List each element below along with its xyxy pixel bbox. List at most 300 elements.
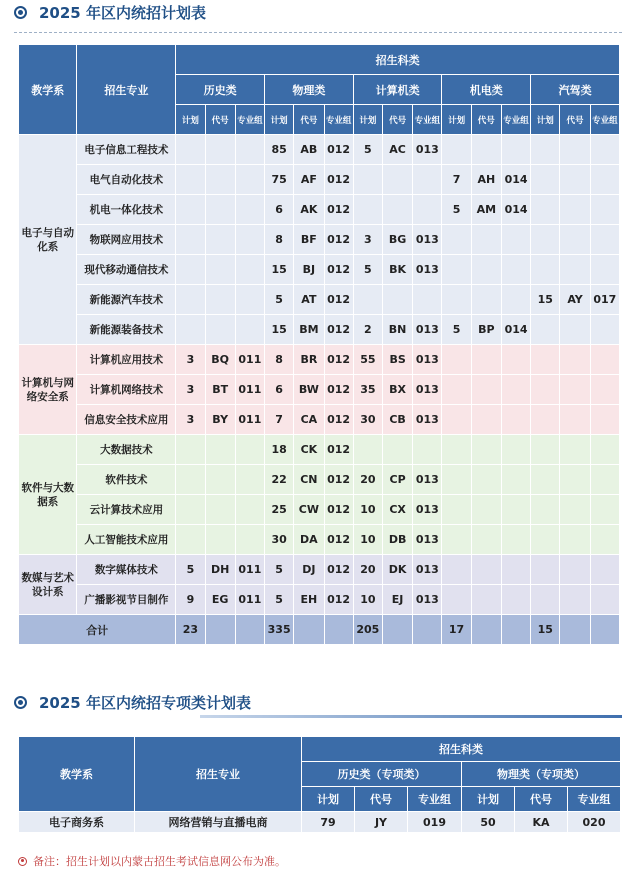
value-cell: 3 xyxy=(176,375,205,405)
sub-header: 代号 xyxy=(205,105,235,135)
value-cell xyxy=(590,255,619,285)
total-row xyxy=(19,615,620,645)
value-cell: 012 xyxy=(324,135,353,165)
value-cell xyxy=(471,285,501,315)
value-cell xyxy=(590,135,619,165)
value-cell xyxy=(176,525,205,555)
value-cell xyxy=(235,285,264,315)
total-cell xyxy=(590,615,619,645)
value-cell: EJ xyxy=(382,585,412,615)
value-cell: 012 xyxy=(324,585,353,615)
value-cell xyxy=(353,165,382,195)
table-row xyxy=(19,585,620,615)
value-cell: 012 xyxy=(324,285,353,315)
value-cell: BJ xyxy=(294,255,324,285)
total-cell: 335 xyxy=(265,615,294,645)
header-major: 招生专业 xyxy=(135,737,302,812)
category-header: 汽驾类 xyxy=(531,75,620,105)
table-row xyxy=(19,405,620,435)
value-cell: BF xyxy=(294,225,324,255)
value-cell xyxy=(531,165,560,195)
value-cell: CA xyxy=(294,405,324,435)
value-cell xyxy=(531,225,560,255)
general-admission-table xyxy=(18,44,620,645)
value-cell: 9 xyxy=(176,585,205,615)
value-cell xyxy=(176,465,205,495)
sub-header: 专业组 xyxy=(501,105,530,135)
total-cell: 15 xyxy=(531,615,560,645)
value-cell: BN xyxy=(382,315,412,345)
value-cell: 013 xyxy=(413,315,442,345)
value-cell xyxy=(413,435,442,465)
value-cell: JY xyxy=(355,812,408,833)
value-cell: 011 xyxy=(235,375,264,405)
value-cell: DA xyxy=(294,525,324,555)
value-cell: 012 xyxy=(324,165,353,195)
value-cell xyxy=(235,195,264,225)
sub-header: 专业组 xyxy=(568,787,621,812)
value-cell: EG xyxy=(205,585,235,615)
value-cell: CW xyxy=(294,495,324,525)
major-cell: 广播影视节目制作 xyxy=(77,585,176,615)
value-cell: 22 xyxy=(265,465,294,495)
value-cell xyxy=(531,315,560,345)
value-cell: 012 xyxy=(324,375,353,405)
value-cell: 012 xyxy=(324,255,353,285)
value-cell: AY xyxy=(560,285,590,315)
value-cell: 18 xyxy=(265,435,294,465)
category-header: 物理类（专项类） xyxy=(462,762,621,787)
value-cell: 014 xyxy=(501,195,530,225)
value-cell xyxy=(560,465,590,495)
value-cell xyxy=(531,135,560,165)
value-cell: 10 xyxy=(353,585,382,615)
value-cell: 012 xyxy=(324,225,353,255)
value-cell xyxy=(501,465,530,495)
table-row xyxy=(19,812,621,833)
value-cell xyxy=(560,405,590,435)
value-cell xyxy=(590,165,619,195)
value-cell xyxy=(471,555,501,585)
value-cell xyxy=(471,435,501,465)
value-cell xyxy=(560,225,590,255)
value-cell xyxy=(382,195,412,225)
table-row xyxy=(19,315,620,345)
value-cell: 014 xyxy=(501,165,530,195)
total-cell xyxy=(471,615,501,645)
value-cell xyxy=(590,315,619,345)
value-cell xyxy=(560,495,590,525)
dept-cell: 电子与自动化系 xyxy=(19,135,77,345)
value-cell: BK xyxy=(382,255,412,285)
value-cell: 6 xyxy=(265,375,294,405)
value-cell xyxy=(442,525,471,555)
value-cell: 012 xyxy=(324,345,353,375)
value-cell xyxy=(531,495,560,525)
value-cell xyxy=(413,285,442,315)
value-cell: 013 xyxy=(413,255,442,285)
value-cell xyxy=(531,435,560,465)
value-cell: 013 xyxy=(413,525,442,555)
circle-bullet-icon xyxy=(14,6,27,19)
value-cell: AF xyxy=(294,165,324,195)
value-cell xyxy=(590,345,619,375)
value-cell xyxy=(531,345,560,375)
value-cell: 011 xyxy=(235,405,264,435)
value-cell xyxy=(176,495,205,525)
sub-header: 专业组 xyxy=(408,787,462,812)
total-cell xyxy=(324,615,353,645)
value-cell xyxy=(176,225,205,255)
value-cell xyxy=(471,345,501,375)
sub-header: 计划 xyxy=(265,105,294,135)
value-cell xyxy=(531,195,560,225)
value-cell: 15 xyxy=(265,315,294,345)
sub-header: 计划 xyxy=(531,105,560,135)
table-row xyxy=(19,135,620,165)
value-cell xyxy=(501,375,530,405)
value-cell: AM xyxy=(471,195,501,225)
value-cell: 30 xyxy=(353,405,382,435)
value-cell xyxy=(501,345,530,375)
header-dept: 教学系 xyxy=(19,737,135,812)
value-cell: DJ xyxy=(294,555,324,585)
value-cell: 013 xyxy=(413,405,442,435)
value-cell xyxy=(176,195,205,225)
value-cell: 013 xyxy=(413,465,442,495)
value-cell xyxy=(531,465,560,495)
value-cell xyxy=(471,405,501,435)
value-cell xyxy=(442,225,471,255)
value-cell xyxy=(590,375,619,405)
value-cell: 012 xyxy=(324,465,353,495)
value-cell: AT xyxy=(294,285,324,315)
table-row xyxy=(19,435,620,465)
title-underline-bar xyxy=(200,715,622,718)
value-cell xyxy=(560,135,590,165)
major-cell: 大数据技术 xyxy=(77,435,176,465)
sub-header: 代号 xyxy=(515,787,568,812)
value-cell: AH xyxy=(471,165,501,195)
sub-header: 代号 xyxy=(355,787,408,812)
value-cell xyxy=(442,285,471,315)
sub-header: 计划 xyxy=(353,105,382,135)
major-cell: 软件技术 xyxy=(77,465,176,495)
value-cell: 5 xyxy=(176,555,205,585)
value-cell xyxy=(590,555,619,585)
value-cell xyxy=(205,285,235,315)
value-cell: 5 xyxy=(265,585,294,615)
value-cell: BX xyxy=(382,375,412,405)
value-cell xyxy=(590,195,619,225)
value-cell xyxy=(442,465,471,495)
value-cell: BM xyxy=(294,315,324,345)
value-cell xyxy=(442,375,471,405)
value-cell xyxy=(560,345,590,375)
value-cell xyxy=(501,255,530,285)
dept-cell: 电子商务系 xyxy=(19,812,135,833)
value-cell xyxy=(235,135,264,165)
value-cell: CK xyxy=(294,435,324,465)
value-cell: 20 xyxy=(353,465,382,495)
value-cell: 5 xyxy=(353,135,382,165)
total-cell: 205 xyxy=(353,615,382,645)
value-cell: 10 xyxy=(353,525,382,555)
value-cell xyxy=(501,555,530,585)
value-cell xyxy=(471,585,501,615)
dept-cell: 数媒与艺术设计系 xyxy=(19,555,77,615)
value-cell xyxy=(176,255,205,285)
value-cell xyxy=(501,525,530,555)
value-cell xyxy=(471,225,501,255)
table-row xyxy=(19,255,620,285)
sub-header: 代号 xyxy=(382,105,412,135)
value-cell: AB xyxy=(294,135,324,165)
value-cell xyxy=(560,165,590,195)
total-cell xyxy=(235,615,264,645)
total-cell: 17 xyxy=(442,615,471,645)
value-cell xyxy=(501,285,530,315)
sub-header: 专业组 xyxy=(324,105,353,135)
value-cell xyxy=(442,555,471,585)
sub-header: 代号 xyxy=(471,105,501,135)
value-cell: BP xyxy=(471,315,501,345)
value-cell xyxy=(205,465,235,495)
category-header: 历史类 xyxy=(176,75,265,105)
value-cell: 79 xyxy=(302,812,355,833)
value-cell xyxy=(176,315,205,345)
value-cell: 017 xyxy=(590,285,619,315)
value-cell xyxy=(590,225,619,255)
value-cell xyxy=(382,285,412,315)
value-cell xyxy=(353,285,382,315)
value-cell xyxy=(205,225,235,255)
value-cell xyxy=(382,165,412,195)
value-cell: 013 xyxy=(413,555,442,585)
value-cell: 013 xyxy=(413,225,442,255)
major-cell: 新能源汽车技术 xyxy=(77,285,176,315)
dept-cell: 计算机与网络安全系 xyxy=(19,345,77,435)
total-cell xyxy=(501,615,530,645)
value-cell: CN xyxy=(294,465,324,495)
value-cell: 2 xyxy=(353,315,382,345)
section2-title: 2025 年区内统招专项类计划表 xyxy=(14,690,251,714)
value-cell xyxy=(205,165,235,195)
value-cell xyxy=(590,525,619,555)
value-cell xyxy=(176,285,205,315)
major-cell: 现代移动通信技术 xyxy=(77,255,176,285)
table-row xyxy=(19,345,620,375)
header-category-group: 招生科类 xyxy=(176,45,620,75)
value-cell xyxy=(176,165,205,195)
value-cell: CB xyxy=(382,405,412,435)
table-row xyxy=(19,225,620,255)
value-cell: 20 xyxy=(353,555,382,585)
value-cell xyxy=(471,495,501,525)
value-cell: BY xyxy=(205,405,235,435)
value-cell: 8 xyxy=(265,225,294,255)
value-cell xyxy=(560,375,590,405)
value-cell xyxy=(590,495,619,525)
value-cell: 3 xyxy=(176,345,205,375)
major-cell: 人工智能技术应用 xyxy=(77,525,176,555)
value-cell xyxy=(560,435,590,465)
value-cell xyxy=(442,135,471,165)
table-row xyxy=(19,285,620,315)
value-cell: 012 xyxy=(324,195,353,225)
section1-title: 2025 年区内统招计划表 xyxy=(14,0,206,24)
value-cell xyxy=(531,375,560,405)
value-cell xyxy=(442,345,471,375)
value-cell xyxy=(205,495,235,525)
dept-cell: 软件与大数据系 xyxy=(19,435,77,555)
value-cell: BQ xyxy=(205,345,235,375)
value-cell: 013 xyxy=(413,495,442,525)
value-cell xyxy=(353,195,382,225)
value-cell xyxy=(205,435,235,465)
value-cell: 7 xyxy=(265,405,294,435)
value-cell xyxy=(442,435,471,465)
table-row xyxy=(19,525,620,555)
value-cell xyxy=(235,435,264,465)
value-cell: 15 xyxy=(531,285,560,315)
category-header: 历史类（专项类） xyxy=(302,762,462,787)
value-cell: DK xyxy=(382,555,412,585)
value-cell xyxy=(471,255,501,285)
value-cell: 019 xyxy=(408,812,462,833)
value-cell: 30 xyxy=(265,525,294,555)
value-cell: 55 xyxy=(353,345,382,375)
value-cell: 50 xyxy=(462,812,515,833)
value-cell: EH xyxy=(294,585,324,615)
value-cell xyxy=(205,255,235,285)
value-cell xyxy=(413,165,442,195)
value-cell: 5 xyxy=(353,255,382,285)
value-cell: 25 xyxy=(265,495,294,525)
value-cell xyxy=(560,315,590,345)
table-row xyxy=(19,555,620,585)
value-cell xyxy=(560,525,590,555)
total-cell xyxy=(413,615,442,645)
value-cell: 10 xyxy=(353,495,382,525)
circle-bullet-icon xyxy=(18,857,27,866)
value-cell: BG xyxy=(382,225,412,255)
value-cell xyxy=(471,525,501,555)
value-cell: 35 xyxy=(353,375,382,405)
value-cell: 020 xyxy=(568,812,621,833)
value-cell xyxy=(176,135,205,165)
value-cell: 013 xyxy=(413,135,442,165)
value-cell xyxy=(442,405,471,435)
major-cell: 新能源装备技术 xyxy=(77,315,176,345)
value-cell xyxy=(501,225,530,255)
major-cell: 网络营销与直播电商 xyxy=(135,812,302,833)
value-cell: 5 xyxy=(442,315,471,345)
value-cell xyxy=(235,495,264,525)
sub-header: 专业组 xyxy=(590,105,619,135)
value-cell: CX xyxy=(382,495,412,525)
category-header: 计算机类 xyxy=(353,75,442,105)
value-cell: 012 xyxy=(324,435,353,465)
value-cell xyxy=(235,465,264,495)
value-cell xyxy=(560,255,590,285)
value-cell xyxy=(205,525,235,555)
table-row xyxy=(19,495,620,525)
value-cell: BR xyxy=(294,345,324,375)
value-cell: 013 xyxy=(413,345,442,375)
total-cell xyxy=(560,615,590,645)
value-cell xyxy=(205,195,235,225)
major-cell: 计算机应用技术 xyxy=(77,345,176,375)
value-cell: 014 xyxy=(501,315,530,345)
value-cell: BT xyxy=(205,375,235,405)
value-cell: 013 xyxy=(413,585,442,615)
value-cell: 75 xyxy=(265,165,294,195)
value-cell xyxy=(531,585,560,615)
value-cell xyxy=(471,135,501,165)
value-cell xyxy=(590,435,619,465)
sub-header: 计划 xyxy=(442,105,471,135)
value-cell xyxy=(560,195,590,225)
value-cell: 15 xyxy=(265,255,294,285)
value-cell xyxy=(501,405,530,435)
value-cell xyxy=(501,585,530,615)
sub-header: 专业组 xyxy=(235,105,264,135)
value-cell: 5 xyxy=(265,285,294,315)
value-cell: 012 xyxy=(324,315,353,345)
total-cell xyxy=(382,615,412,645)
value-cell xyxy=(501,495,530,525)
value-cell: 3 xyxy=(176,405,205,435)
value-cell xyxy=(382,435,412,465)
value-cell: 6 xyxy=(265,195,294,225)
major-cell: 计算机网络技术 xyxy=(77,375,176,405)
value-cell: 012 xyxy=(324,525,353,555)
value-cell xyxy=(560,555,590,585)
major-cell: 电气自动化技术 xyxy=(77,165,176,195)
sub-header: 计划 xyxy=(462,787,515,812)
footnote: 备注：招生计划以内蒙古招生考试信息网公布为准。 xyxy=(18,853,286,869)
value-cell: DB xyxy=(382,525,412,555)
value-cell xyxy=(501,435,530,465)
dashed-divider xyxy=(14,32,622,33)
value-cell xyxy=(235,255,264,285)
value-cell xyxy=(205,135,235,165)
value-cell: KA xyxy=(515,812,568,833)
value-cell xyxy=(531,525,560,555)
table-row xyxy=(19,465,620,495)
value-cell xyxy=(353,435,382,465)
special-admission-table xyxy=(18,736,621,833)
sub-header: 专业组 xyxy=(413,105,442,135)
value-cell xyxy=(501,135,530,165)
value-cell: 012 xyxy=(324,405,353,435)
major-cell: 云计算技术应用 xyxy=(77,495,176,525)
major-cell: 电子信息工程技术 xyxy=(77,135,176,165)
value-cell: 012 xyxy=(324,555,353,585)
value-cell xyxy=(442,255,471,285)
value-cell xyxy=(235,165,264,195)
value-cell: 011 xyxy=(235,345,264,375)
major-cell: 机电一体化技术 xyxy=(77,195,176,225)
major-cell: 物联网应用技术 xyxy=(77,225,176,255)
header-major: 招生专业 xyxy=(77,45,176,135)
table-row xyxy=(19,165,620,195)
total-cell: 23 xyxy=(176,615,205,645)
value-cell: AC xyxy=(382,135,412,165)
value-cell xyxy=(531,255,560,285)
value-cell xyxy=(471,465,501,495)
